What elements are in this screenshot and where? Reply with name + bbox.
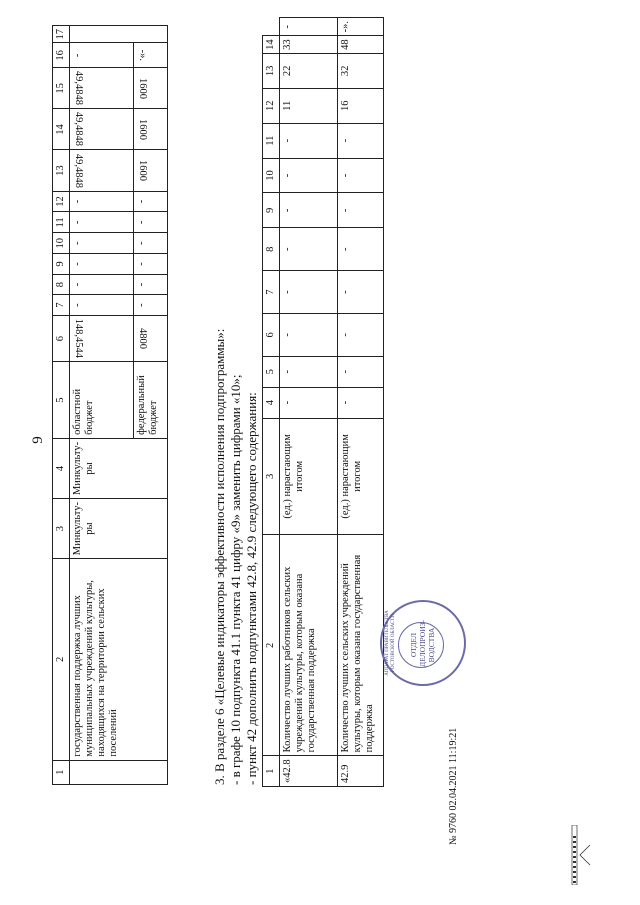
cell: - bbox=[134, 191, 168, 212]
header-cell: 12 bbox=[53, 191, 70, 212]
indicator-name: Количество лучших сельских учреждений культуры, которым оказана государственная поддержка bbox=[338, 535, 384, 756]
funding-table-header bbox=[53, 26, 70, 785]
unit: (ед.) нарастающим итогом bbox=[280, 418, 338, 535]
value-cell: - bbox=[280, 356, 338, 387]
header-cell: 8 bbox=[263, 228, 280, 271]
value-cell: - bbox=[280, 228, 338, 271]
header-cell: 2 bbox=[263, 535, 280, 756]
registration-number: № 9760 02.04.2021 11:19:21 bbox=[448, 727, 459, 845]
header-cell: 10 bbox=[263, 158, 280, 193]
federal-value: 1600 bbox=[137, 77, 148, 99]
regional-total bbox=[70, 315, 134, 361]
header-cell: 9 bbox=[263, 193, 280, 228]
regional-value: 49,4848 bbox=[73, 71, 84, 106]
funding-table bbox=[52, 25, 168, 785]
header-cell: 11 bbox=[53, 212, 70, 233]
cell: - bbox=[70, 295, 134, 316]
header-cell: 6 bbox=[53, 315, 70, 361]
header-cell: 11 bbox=[263, 123, 280, 158]
header-cell: 14 bbox=[263, 36, 280, 54]
federal-value-end: -». bbox=[137, 49, 148, 62]
value-cell: - bbox=[280, 387, 338, 418]
header-cell: 1 bbox=[263, 756, 280, 787]
header-cell: 10 bbox=[53, 233, 70, 254]
cell: - bbox=[70, 254, 134, 275]
office-stamp bbox=[380, 600, 466, 686]
barcode-icon bbox=[570, 825, 594, 885]
header-cell: 6 bbox=[263, 313, 280, 356]
cell: - bbox=[134, 274, 168, 295]
cell: - bbox=[134, 254, 168, 275]
value-cell: 32 bbox=[338, 53, 384, 88]
value-cell: - bbox=[338, 193, 384, 228]
value-cell: 48 bbox=[338, 36, 384, 54]
cell: - bbox=[70, 233, 134, 254]
header-cell: 14 bbox=[53, 109, 70, 150]
row-number: «42.8 bbox=[280, 756, 338, 787]
header-cell: 13 bbox=[53, 150, 70, 191]
row-cell-empty bbox=[70, 760, 168, 784]
instruction-line: - пункт 42 дополнить подпунктами 42.8, 42.9 следующего содержания: bbox=[244, 392, 259, 785]
row-number: 42.9 bbox=[338, 756, 384, 787]
value-cell: - bbox=[338, 356, 384, 387]
cell bbox=[134, 43, 168, 68]
value-cell: - bbox=[338, 313, 384, 356]
participant: Минкульту-ры bbox=[70, 438, 168, 498]
value-cell: - bbox=[280, 193, 338, 228]
unit: (ед.) нарастающим итогом bbox=[338, 418, 384, 535]
value-cell: - bbox=[338, 228, 384, 271]
cell: - bbox=[70, 191, 134, 212]
cell: - bbox=[70, 43, 134, 68]
cell: - bbox=[70, 212, 134, 233]
value-cell: - bbox=[280, 18, 338, 36]
cell bbox=[70, 109, 134, 150]
value-cell: - bbox=[338, 158, 384, 193]
header-cell: 13 bbox=[263, 53, 280, 88]
stamp-inner-text: ОТДЕЛ ДЕЛОПРОИЗ-ВОДСТВА bbox=[398, 622, 444, 668]
indicators-header bbox=[263, 18, 280, 787]
header-cell: 12 bbox=[263, 88, 280, 123]
cell bbox=[134, 68, 168, 109]
cell bbox=[134, 109, 168, 150]
header-cell: 1 bbox=[53, 760, 70, 784]
value-cell: - bbox=[280, 158, 338, 193]
cell: - bbox=[134, 212, 168, 233]
value-cell: - bbox=[338, 271, 384, 314]
header-cell: 3 bbox=[53, 499, 70, 559]
budget-label-federal: федеральный бюджет bbox=[134, 362, 168, 439]
executor: Минкульту-ры bbox=[70, 499, 168, 559]
value-cell: -». bbox=[338, 18, 384, 36]
value-cell: 11 bbox=[280, 88, 338, 123]
barcode-graphic bbox=[570, 825, 594, 885]
regional-total-value: 148,4544 bbox=[73, 318, 84, 359]
indicator-row-42-9 bbox=[338, 18, 384, 787]
cell bbox=[134, 150, 168, 191]
program-name: государственная поддержка лучших муниципальных учреждений культуры, находящихся на территории сельских поселений bbox=[70, 559, 168, 760]
indicators-table bbox=[262, 17, 384, 787]
cell bbox=[70, 150, 134, 191]
header-cell: 3 bbox=[263, 418, 280, 535]
header-cell: 5 bbox=[263, 356, 280, 387]
header-cell: 4 bbox=[53, 438, 70, 498]
page-number: 9 bbox=[30, 436, 46, 444]
federal-total-value: 4800 bbox=[137, 328, 148, 350]
instruction-line: - в графе 10 подпункта 41.1 пункта 41 цифру «9» заменить цифрами «10»; bbox=[228, 374, 243, 785]
header-cell: 5 bbox=[53, 362, 70, 439]
value-cell: - bbox=[280, 123, 338, 158]
value-cell: - bbox=[280, 271, 338, 314]
cell: - bbox=[134, 295, 168, 316]
regional-value: 49,4848 bbox=[73, 153, 84, 188]
header-cell: 8 bbox=[53, 274, 70, 295]
header-cell: 7 bbox=[263, 271, 280, 314]
indicator-name: Количество лучших работников сельских учреждений культуры, которым оказана государственная поддержка bbox=[280, 535, 338, 756]
cell: - bbox=[134, 233, 168, 254]
header-cell: 7 bbox=[53, 295, 70, 316]
value-cell: 33 bbox=[280, 36, 338, 54]
federal-total bbox=[134, 315, 168, 361]
value-cell: - bbox=[280, 313, 338, 356]
stamp-outer-text: АППАРАТ ПРАВИТЕЛЬСТВА РОСТОВСКОЙ ОБЛАСТИ bbox=[385, 610, 396, 676]
header-cell: 17 bbox=[53, 26, 70, 44]
header-cell: 2 bbox=[53, 559, 70, 760]
header-cell: 4 bbox=[263, 387, 280, 418]
budget-label-regional: областной бюджет bbox=[70, 362, 134, 439]
header-cell: 15 bbox=[53, 68, 70, 109]
value-cell: - bbox=[338, 387, 384, 418]
federal-value: 1600 bbox=[137, 118, 148, 140]
funding-row-regional bbox=[70, 26, 134, 785]
indicator-row-42-8 bbox=[280, 18, 338, 787]
cell-empty bbox=[70, 26, 168, 44]
value-cell: 22 bbox=[280, 53, 338, 88]
cell bbox=[70, 68, 134, 109]
regional-value: 49,4848 bbox=[73, 112, 84, 147]
cell: - bbox=[70, 274, 134, 295]
section-heading: 3. В разделе 6 «Целевые индикаторы эффективности исполнения подпрограммы»: bbox=[212, 328, 227, 785]
federal-value: 1600 bbox=[137, 160, 148, 182]
value-cell: - bbox=[338, 123, 384, 158]
value-cell: 16 bbox=[338, 88, 384, 123]
header-cell: 9 bbox=[53, 254, 70, 275]
header-cell: 16 bbox=[53, 43, 70, 68]
